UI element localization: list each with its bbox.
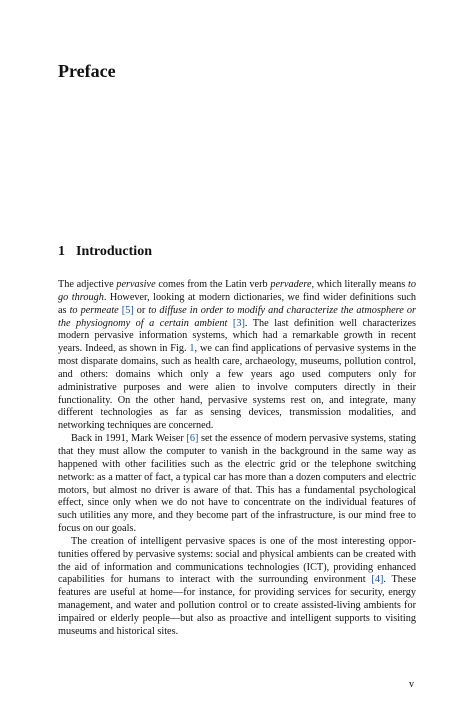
text-run: , which literally means <box>311 279 408 290</box>
section-number: 1 <box>58 244 65 259</box>
reference-link[interactable]: [4] <box>371 574 384 586</box>
reference-link[interactable]: [5] <box>121 304 134 316</box>
paragraph <box>58 433 416 536</box>
section-heading <box>58 243 152 261</box>
italic-term: to diffuse in order to modify and characterize the atmosphere or the physiognomy of a certain ambient <box>58 304 416 329</box>
text-run: The adjective <box>58 279 117 290</box>
reference-link[interactable]: 1 <box>189 343 195 355</box>
reference-link[interactable]: [3] <box>232 317 245 329</box>
page-number: v <box>409 679 414 690</box>
text-run: set the essence of modern pervasive systems, stating that they must allow the computer to vanish in the background in the same way as happened with other facilities such as the electric grid or the telephone switching network: as a matter of fact, a typical car has more than a dozen computers and electric motors, but almost no driver is aware of that. This has a fundamental psychological effect, since only when we do not have to concentrate on the individual features of such utilities any more, and they become part of the infrastructure, is our mind free to focus on our goals. <box>58 433 416 535</box>
text-run: Back in 1991, Mark Weiser <box>71 433 187 445</box>
text-run: or <box>133 304 149 316</box>
italic-term: pervasive <box>116 279 156 290</box>
text-run: . The last definition well characterizes modern pervasive information systems, which had a remarkable growth in recent years. Indeed, as shown in Fig. <box>58 317 417 355</box>
paragraph <box>58 279 416 433</box>
page-title: Preface <box>58 61 116 81</box>
text-run: , we can find applications of pervasive systems in the most disparate domains, such as health care, archaeology, museums, pollution control, and others: domains which only a few years ago used computers only for administrative purposes and were alien to involve computers directly in their functionality. On the other hand, pervasive systems rest on, and integrate, many different technologies as far as sensing devices, transmission modalities, and networking techniques are concerned. <box>58 343 416 432</box>
paragraph <box>58 536 416 639</box>
italic-term: to permeate <box>69 304 119 316</box>
text-run: . However, looking at modern dictionaries, we find wider definitions such as <box>58 291 416 316</box>
italic-term: pervadere <box>270 279 312 290</box>
text-run: . These features are useful at home—for instance, for providing services for security, energy management, and water and pollution control or to create assisted-living ambients for impaired or elderly people—but also as proactive and intelligent supports to visiting museums and historical sites. <box>58 574 416 637</box>
text-run: The creation of intelligent pervasive spaces is one of the most interesting opportunities offered by pervasive systems: social and physical ambients can be created with the aid of information and communications technologies (ICT), providing enhanced capabilities for humans to interact with the surrounding environment <box>58 535 416 586</box>
text-run: comes from the Latin verb <box>155 279 271 290</box>
reference-link[interactable]: [6] <box>186 433 199 445</box>
body-text <box>58 279 416 639</box>
italic-term: to go through <box>58 279 416 303</box>
section-title: Introduction <box>76 244 152 259</box>
